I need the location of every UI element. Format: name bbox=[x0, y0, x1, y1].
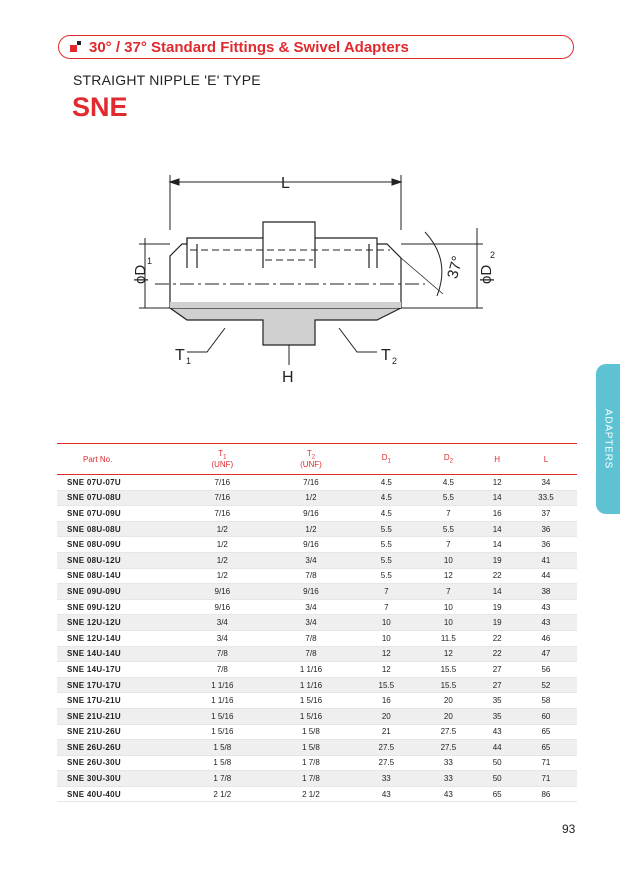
table-cell: 65 bbox=[541, 727, 551, 737]
table-cell: SNE 12U-12U bbox=[57, 615, 178, 631]
table-cell: 22 bbox=[479, 646, 514, 662]
table-row bbox=[57, 584, 577, 600]
table-cell: 7/16 bbox=[214, 508, 231, 518]
table-cell: 1 5/8 bbox=[267, 740, 356, 756]
table-cell: 65 bbox=[492, 789, 502, 799]
dim-d1-label: ϕD bbox=[132, 264, 149, 284]
table-cell: 2 1/2 bbox=[213, 789, 232, 799]
table-cell: SNE 12U-14U bbox=[67, 633, 121, 643]
page-number: 93 bbox=[562, 822, 576, 836]
table-cell: 1/2 bbox=[267, 490, 356, 506]
table-cell: SNE 08U-14U bbox=[67, 571, 121, 581]
table-cell: 4.5 bbox=[355, 490, 417, 506]
table-cell: 7/8 bbox=[178, 646, 267, 662]
section-title: 30° / 37° Standard Fittings & Swivel Adapters bbox=[89, 39, 409, 56]
table-cell: 58 bbox=[541, 696, 551, 706]
table-cell: SNE 26U-30U bbox=[67, 758, 121, 768]
adapters-side-tab[interactable]: ADAPTERS bbox=[596, 364, 620, 514]
t2-label: T bbox=[381, 347, 391, 364]
table-cell: 5.5 bbox=[380, 540, 392, 550]
col-part: Part No. bbox=[83, 454, 113, 464]
table-cell: 3/4 bbox=[216, 633, 228, 643]
table-cell: 3/4 bbox=[267, 552, 356, 568]
table-cell: 12 bbox=[492, 477, 502, 487]
table-row bbox=[57, 724, 577, 740]
table-cell: 1/2 bbox=[178, 521, 267, 537]
table-cell: 7/16 bbox=[214, 477, 231, 487]
table-cell: SNE 40U-40U bbox=[67, 789, 121, 799]
dim-d2-sub: 2 bbox=[490, 250, 496, 260]
table-row bbox=[57, 537, 577, 553]
table-cell: 7/8 bbox=[305, 571, 317, 581]
table-cell: SNE 08U-12U bbox=[57, 552, 178, 568]
table-cell: 10 bbox=[381, 633, 391, 643]
table-cell: 36 bbox=[541, 540, 551, 550]
table-cell: 38 bbox=[515, 584, 577, 600]
table-cell: 22 bbox=[492, 633, 502, 643]
table-cell: 71 bbox=[541, 758, 551, 768]
table-cell: 19 bbox=[492, 602, 502, 612]
table-cell: 43 bbox=[381, 789, 391, 799]
table-row bbox=[57, 755, 577, 771]
section-header bbox=[58, 35, 574, 59]
table-cell: 20 bbox=[417, 708, 479, 724]
table-cell: 10 bbox=[417, 615, 479, 631]
table-cell: 12 bbox=[381, 664, 391, 674]
table-cell: 4.5 bbox=[380, 508, 392, 518]
table-row bbox=[57, 786, 577, 802]
table-cell: SNE 14U-14U bbox=[57, 646, 178, 662]
table-cell: SNE 30U-30U bbox=[57, 771, 178, 787]
table-cell: 50 bbox=[479, 771, 514, 787]
table-cell: 1/2 bbox=[216, 540, 228, 550]
table-cell: 1/2 bbox=[216, 571, 228, 581]
table-cell: 12 bbox=[417, 646, 479, 662]
table-cell: 1 5/16 bbox=[267, 708, 356, 724]
table-cell: 16 bbox=[381, 696, 391, 706]
table-cell: 86 bbox=[541, 789, 551, 799]
table-cell: 71 bbox=[515, 771, 577, 787]
table-cell: SNE 26U-26U bbox=[57, 740, 178, 756]
table-cell: 1 5/16 bbox=[299, 696, 323, 706]
table-cell: 33 bbox=[417, 771, 479, 787]
product-subtitle: STRAIGHT NIPPLE 'E' TYPE bbox=[73, 72, 261, 88]
dim-d2-label: ϕD bbox=[478, 264, 495, 284]
table-cell: SNE 09U-09U bbox=[57, 584, 178, 600]
table-row bbox=[57, 599, 577, 615]
table-cell: 9/16 bbox=[214, 602, 231, 612]
table-cell: 15.5 bbox=[440, 664, 457, 674]
table-row bbox=[57, 568, 577, 584]
table-cell: 65 bbox=[515, 740, 577, 756]
table-cell: 52 bbox=[515, 677, 577, 693]
t1-label: T bbox=[175, 347, 185, 364]
table-cell: 5.5 bbox=[417, 490, 479, 506]
table-cell: SNE 08U-08U bbox=[57, 521, 178, 537]
table-cell: 5.5 bbox=[355, 552, 417, 568]
table-cell: 27.5 bbox=[378, 758, 395, 768]
table-cell: 27.5 bbox=[440, 727, 457, 737]
table-cell: 1/2 bbox=[178, 552, 267, 568]
table-row bbox=[57, 677, 577, 693]
table-cell: 7 bbox=[446, 508, 451, 518]
table-cell: 34 bbox=[541, 477, 551, 487]
table-cell: 46 bbox=[541, 633, 551, 643]
table-cell: 5.5 bbox=[380, 571, 392, 581]
product-code: SNE bbox=[72, 92, 128, 122]
table-cell: 50 bbox=[492, 758, 502, 768]
table-row bbox=[57, 708, 577, 724]
table-cell: 5.5 bbox=[417, 521, 479, 537]
table-header-row bbox=[57, 444, 577, 475]
table-cell: 5.5 bbox=[355, 521, 417, 537]
table-cell: 37 bbox=[541, 508, 551, 518]
table-cell: 19 bbox=[479, 552, 514, 568]
table-row bbox=[57, 615, 577, 631]
table-cell: 21 bbox=[381, 727, 391, 737]
table-cell: 19 bbox=[479, 615, 514, 631]
table-cell: 14 bbox=[479, 490, 514, 506]
table-cell: 11.5 bbox=[440, 633, 456, 643]
table-cell: 7 bbox=[417, 584, 479, 600]
table-cell: 9/16 bbox=[178, 584, 267, 600]
dim-l-label: L bbox=[281, 175, 290, 192]
table-row bbox=[57, 646, 577, 662]
table-cell: 1 5/8 bbox=[178, 740, 267, 756]
table-cell: 20 bbox=[355, 708, 417, 724]
t2-sub: 2 bbox=[392, 356, 398, 366]
table-cell: 1/2 bbox=[267, 521, 356, 537]
table-cell: SNE 08U-09U bbox=[67, 540, 121, 550]
t1-sub: 1 bbox=[186, 356, 192, 366]
table-cell: 7/8 bbox=[305, 633, 317, 643]
table-cell: 3/4 bbox=[267, 615, 356, 631]
dim-d1-sub: 1 bbox=[147, 256, 153, 266]
table-cell: SNE 07U-09U bbox=[67, 508, 121, 518]
table-cell: 1 1/16 bbox=[267, 677, 356, 693]
table-cell: 43 bbox=[443, 789, 453, 799]
table-cell: 60 bbox=[515, 708, 577, 724]
table-cell: 22 bbox=[492, 571, 502, 581]
table-row bbox=[57, 740, 577, 756]
col-t2: $T_2$ (UNF) bbox=[300, 448, 322, 470]
col-d1: $D_1$ bbox=[381, 453, 391, 465]
table-cell: 1 1/16 bbox=[211, 696, 234, 706]
table-row bbox=[57, 771, 577, 787]
table-cell: 1 7/8 bbox=[302, 758, 320, 768]
table-cell: 1 1/16 bbox=[299, 664, 323, 674]
table-cell: 56 bbox=[541, 664, 551, 674]
table-cell: 33 bbox=[355, 771, 417, 787]
table-cell: 27.5 bbox=[417, 740, 479, 756]
table-cell: 1 5/8 bbox=[213, 758, 232, 768]
table-cell: 1 1/16 bbox=[178, 677, 267, 693]
col-d2: $D_2$ bbox=[443, 453, 453, 465]
table-row bbox=[57, 662, 577, 678]
table-cell: 27 bbox=[492, 664, 502, 674]
table-cell: 14 bbox=[479, 584, 514, 600]
table-cell: 9/16 bbox=[303, 540, 319, 550]
table-cell: 3/4 bbox=[178, 615, 267, 631]
table-row bbox=[57, 521, 577, 537]
table-cell: 35 bbox=[479, 708, 514, 724]
technical-drawing bbox=[125, 160, 505, 390]
h-label: H bbox=[282, 369, 294, 386]
col-t1: $T_1$ (UNF) bbox=[211, 448, 234, 470]
table-cell: 2 1/2 bbox=[302, 789, 320, 799]
table-cell: 7/16 bbox=[178, 490, 267, 506]
table-cell: SNE 21U-21U bbox=[57, 708, 178, 724]
table-cell: 4.5 bbox=[380, 477, 392, 487]
dimensions-table bbox=[57, 443, 577, 802]
table-cell: 9/16 bbox=[303, 508, 319, 518]
table-cell: 1 7/8 bbox=[267, 771, 356, 787]
table-cell: 33.5 bbox=[515, 490, 577, 506]
table-row bbox=[57, 630, 577, 646]
angle-label: 37° bbox=[444, 254, 467, 281]
table-cell: 10 bbox=[355, 615, 417, 631]
table-row bbox=[57, 475, 577, 491]
table-cell: 35 bbox=[492, 696, 502, 706]
table-cell: SNE 21U-26U bbox=[67, 727, 121, 737]
table-cell: 36 bbox=[515, 521, 577, 537]
table-cell: 12 bbox=[355, 646, 417, 662]
table-cell: 20 bbox=[443, 696, 453, 706]
table-cell: SNE 09U-12U bbox=[67, 602, 121, 612]
table-cell: 7/8 bbox=[216, 664, 228, 674]
table-cell: 7/16 bbox=[303, 477, 319, 487]
table-cell: 12 bbox=[443, 571, 453, 581]
brand-squares-icon bbox=[70, 41, 82, 53]
table-cell: 1 5/16 bbox=[211, 727, 234, 737]
table-cell: 15.5 bbox=[417, 677, 479, 693]
table-cell: 41 bbox=[515, 552, 577, 568]
table-cell: 3/4 bbox=[305, 602, 317, 612]
table-cell: 10 bbox=[443, 602, 453, 612]
table-row bbox=[57, 490, 577, 506]
table-cell: 43 bbox=[492, 727, 502, 737]
table-row bbox=[57, 506, 577, 522]
table-cell: 14 bbox=[492, 540, 502, 550]
table-cell: 9/16 bbox=[267, 584, 356, 600]
table-cell: 43 bbox=[541, 602, 551, 612]
table-cell: SNE 14U-17U bbox=[67, 664, 121, 674]
table-cell: SNE 07U-08U bbox=[57, 490, 178, 506]
table-cell: 7 bbox=[355, 584, 417, 600]
table-cell: 7 bbox=[384, 602, 389, 612]
col-l: L bbox=[543, 454, 549, 464]
table-cell: 7/8 bbox=[267, 646, 356, 662]
table-cell: 7 bbox=[446, 540, 451, 550]
col-h: H bbox=[494, 454, 501, 464]
table-cell: 44 bbox=[479, 740, 514, 756]
table-cell: 4.5 bbox=[442, 477, 454, 487]
table-cell: 1 5/16 bbox=[178, 708, 267, 724]
table-cell: SNE 17U-21U bbox=[67, 696, 121, 706]
table-cell: 10 bbox=[417, 552, 479, 568]
table-cell: 14 bbox=[479, 521, 514, 537]
table-cell: SNE 07U-07U bbox=[67, 477, 121, 487]
table-cell: 27 bbox=[479, 677, 514, 693]
table-cell: 43 bbox=[515, 615, 577, 631]
table-row bbox=[57, 693, 577, 709]
table-cell: 27.5 bbox=[355, 740, 417, 756]
table-cell: 1 7/8 bbox=[178, 771, 267, 787]
table-row bbox=[57, 552, 577, 568]
table-cell: 47 bbox=[515, 646, 577, 662]
table-cell: 1 5/8 bbox=[302, 727, 320, 737]
table-cell: 15.5 bbox=[355, 677, 417, 693]
table-cell: 44 bbox=[541, 571, 551, 581]
table-cell: 16 bbox=[492, 508, 502, 518]
table-cell: 33 bbox=[443, 758, 453, 768]
table-cell: SNE 17U-17U bbox=[57, 677, 178, 693]
